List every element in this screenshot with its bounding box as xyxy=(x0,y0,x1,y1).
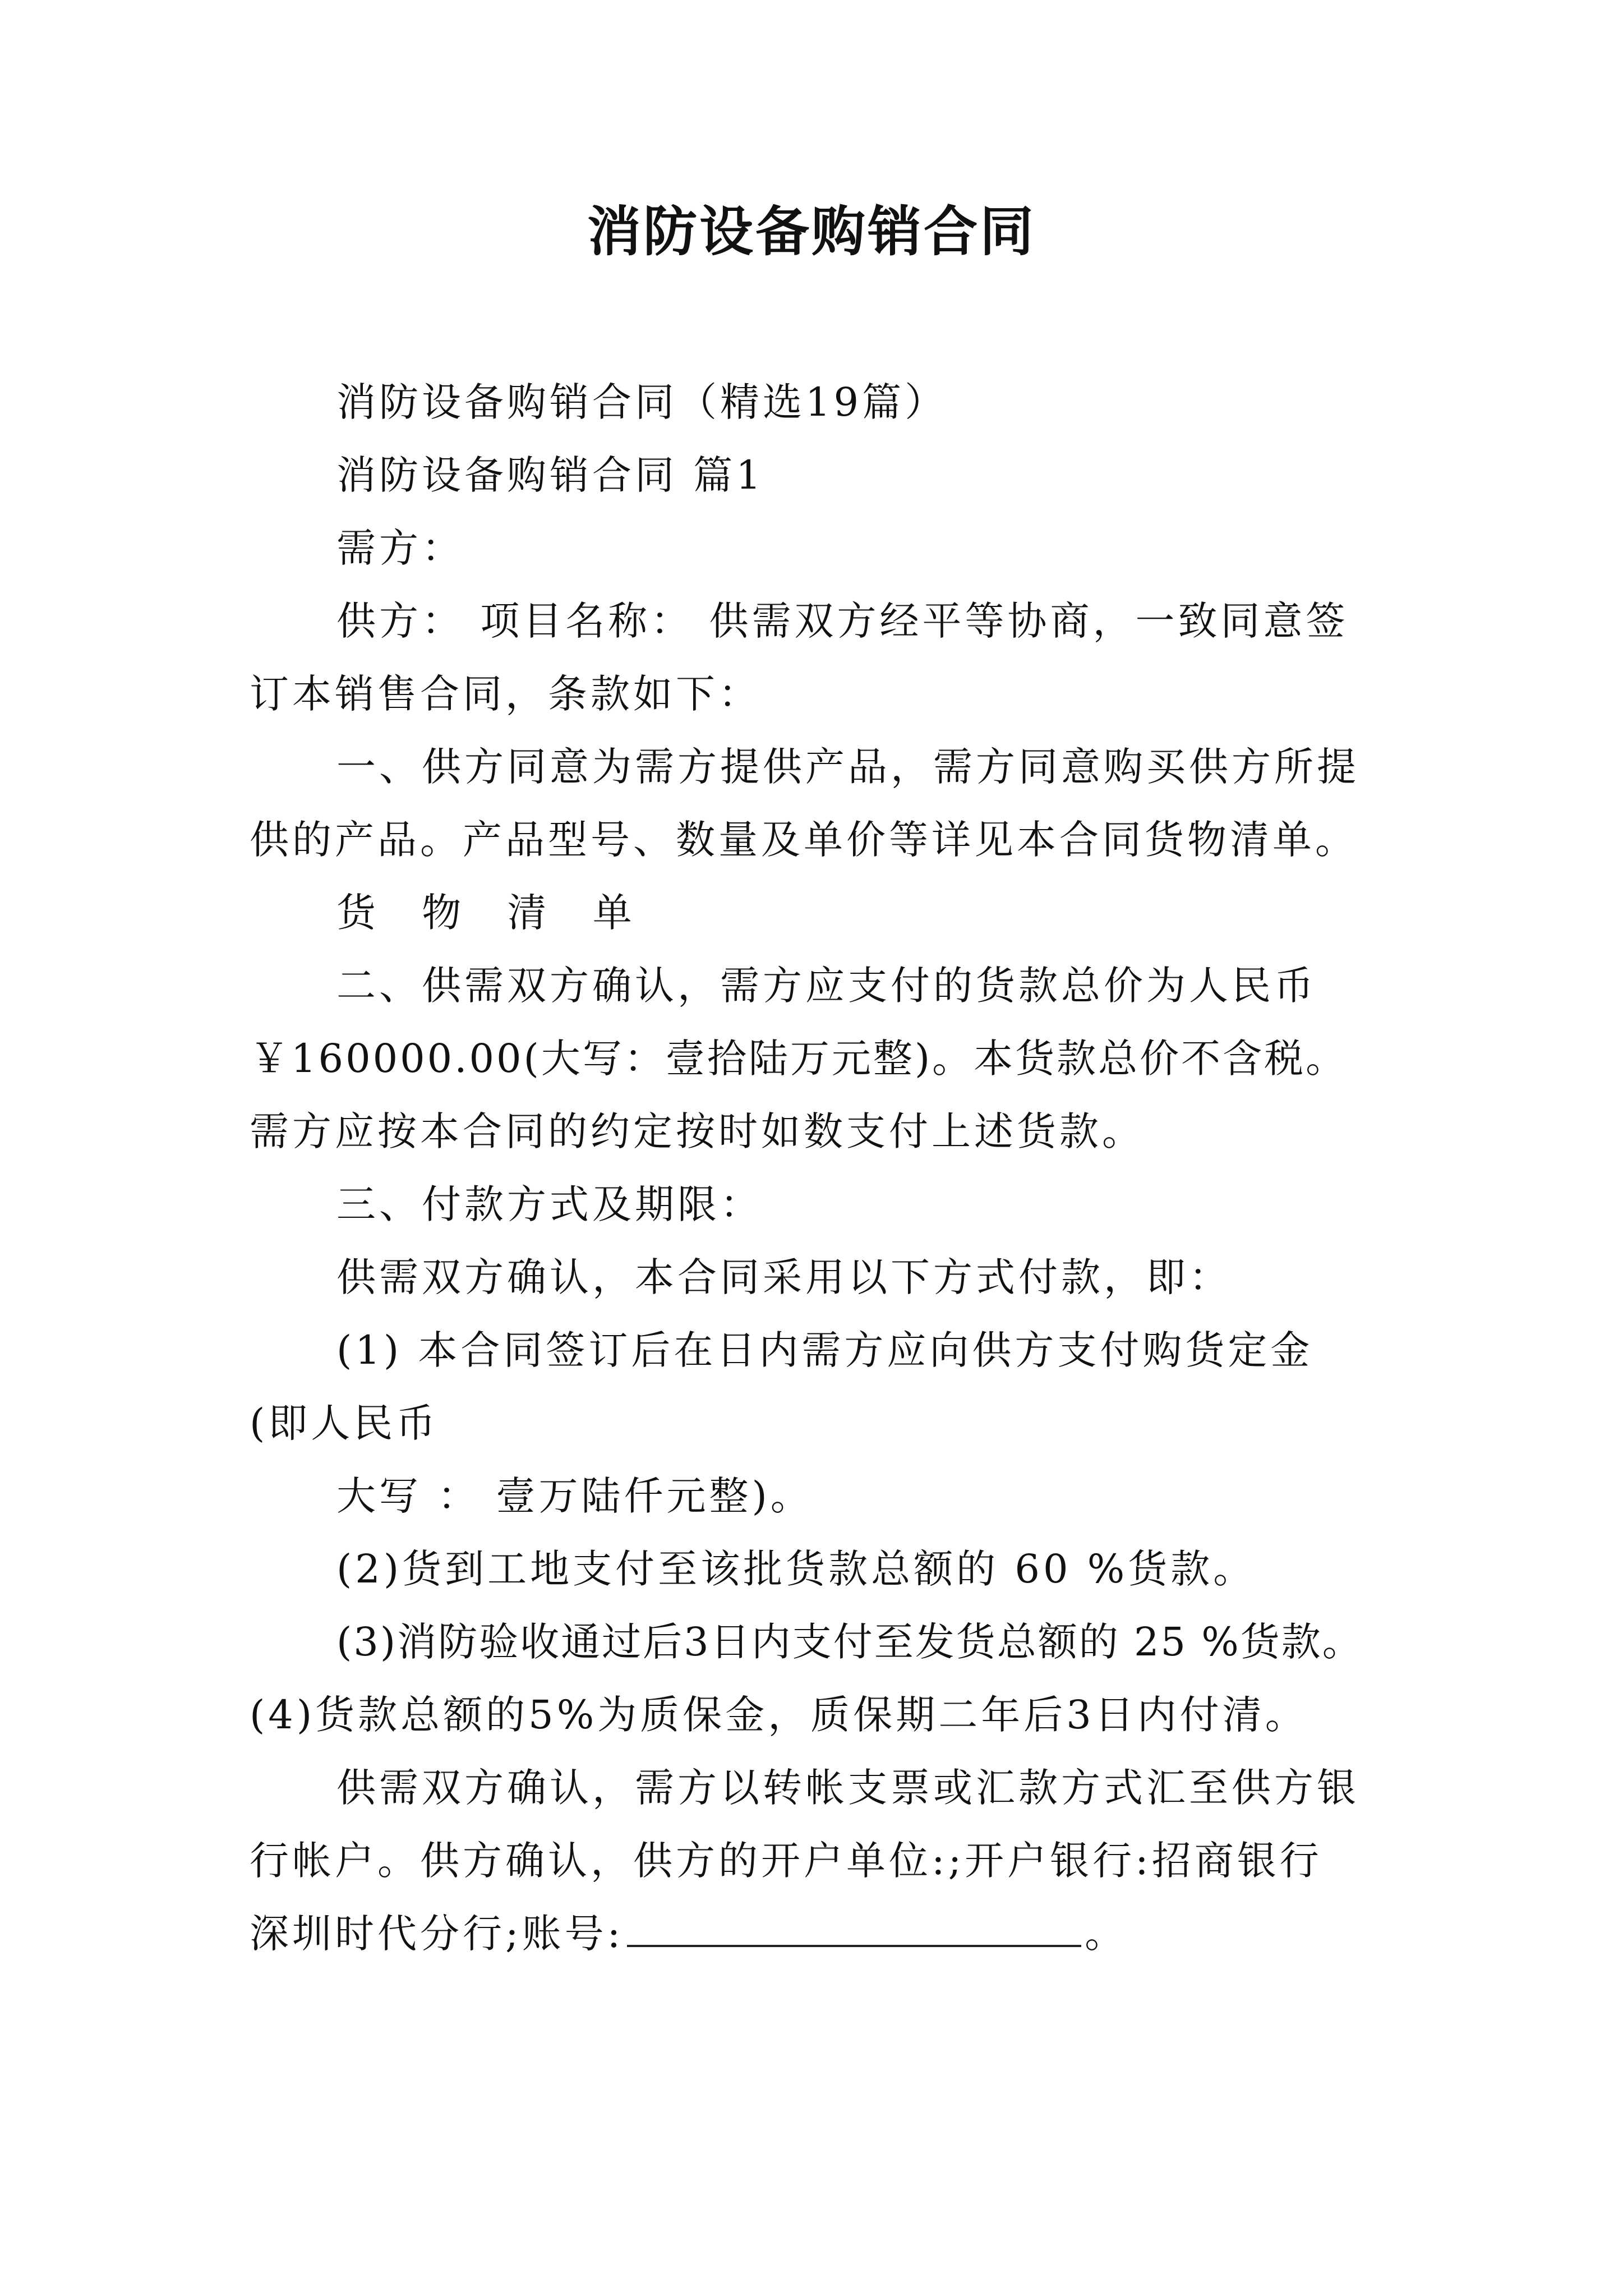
paragraph-line: 订本销售合同，条款如下： xyxy=(250,671,761,717)
buyer-line: 需方： xyxy=(336,525,464,571)
goods-list-heading: 货 物 清 单 xyxy=(336,890,649,936)
payment-item-1: (1) 本合同签订后在日内需方应向供方支付购货定金 xyxy=(336,1327,1313,1373)
clause-1-line: 一、供方同意为需方提供产品，需方同意购买供方所提 xyxy=(336,744,1359,790)
section-heading: 消防设备购销合同 篇1 xyxy=(336,452,764,498)
payment-item-2: (2)货到工地支付至该批货款总额的 60 %货款。 xyxy=(336,1546,1256,1592)
paragraph-line: 供的产品。产品型号、数量及单价等详见本合同货物清单。 xyxy=(250,817,1358,863)
clause-2-line: 二、供需双方确认，需方应支付的货款总价为人民币 xyxy=(336,963,1317,1009)
supplier-line: 供方： 项目名称： 供需双方经平等协商，一致同意签 xyxy=(336,598,1349,644)
paragraph-line: (即人民币 xyxy=(250,1400,439,1446)
account-label: 深圳时代分行;账号: xyxy=(250,1911,624,1957)
paragraph-line: 大写 ： 壹万陆仟元整)。 xyxy=(336,1473,813,1519)
clause-3-heading: 三、付款方式及期限： xyxy=(336,1181,763,1227)
page-title: 消防设备购销合同 xyxy=(587,200,1036,263)
payment-item-3: (3)消防验收通过后3日内支付至发货总额的 25 %货款。 xyxy=(336,1619,1363,1665)
paragraph-line: 需方应按本合同的约定按时如数支付上述货款。 xyxy=(250,1108,1145,1154)
paragraph-line: 供需双方确认，需方以转帐支票或汇款方式汇至供方银 xyxy=(336,1765,1359,1811)
account-end-mark: 。 xyxy=(1085,1911,1128,1957)
payment-item-4: (4)货款总额的5%为质保金，质保期二年后3日内付清。 xyxy=(250,1692,1308,1738)
paragraph-line: 供需双方确认，本合同采用以下方式付款，即： xyxy=(336,1254,1232,1300)
account-line xyxy=(250,1910,1461,1957)
paragraph-line: 行帐户。供方确认，供方的开户单位:;开户银行:招商银行 xyxy=(250,1838,1322,1884)
account-number-blank xyxy=(627,1912,1081,1947)
subtitle-line: 消防设备购销合同（精选19篇） xyxy=(336,379,948,425)
paragraph-line: ￥160000.00(大写：壹拾陆万元整)。本货款总价不含税。 xyxy=(250,1036,1348,1082)
